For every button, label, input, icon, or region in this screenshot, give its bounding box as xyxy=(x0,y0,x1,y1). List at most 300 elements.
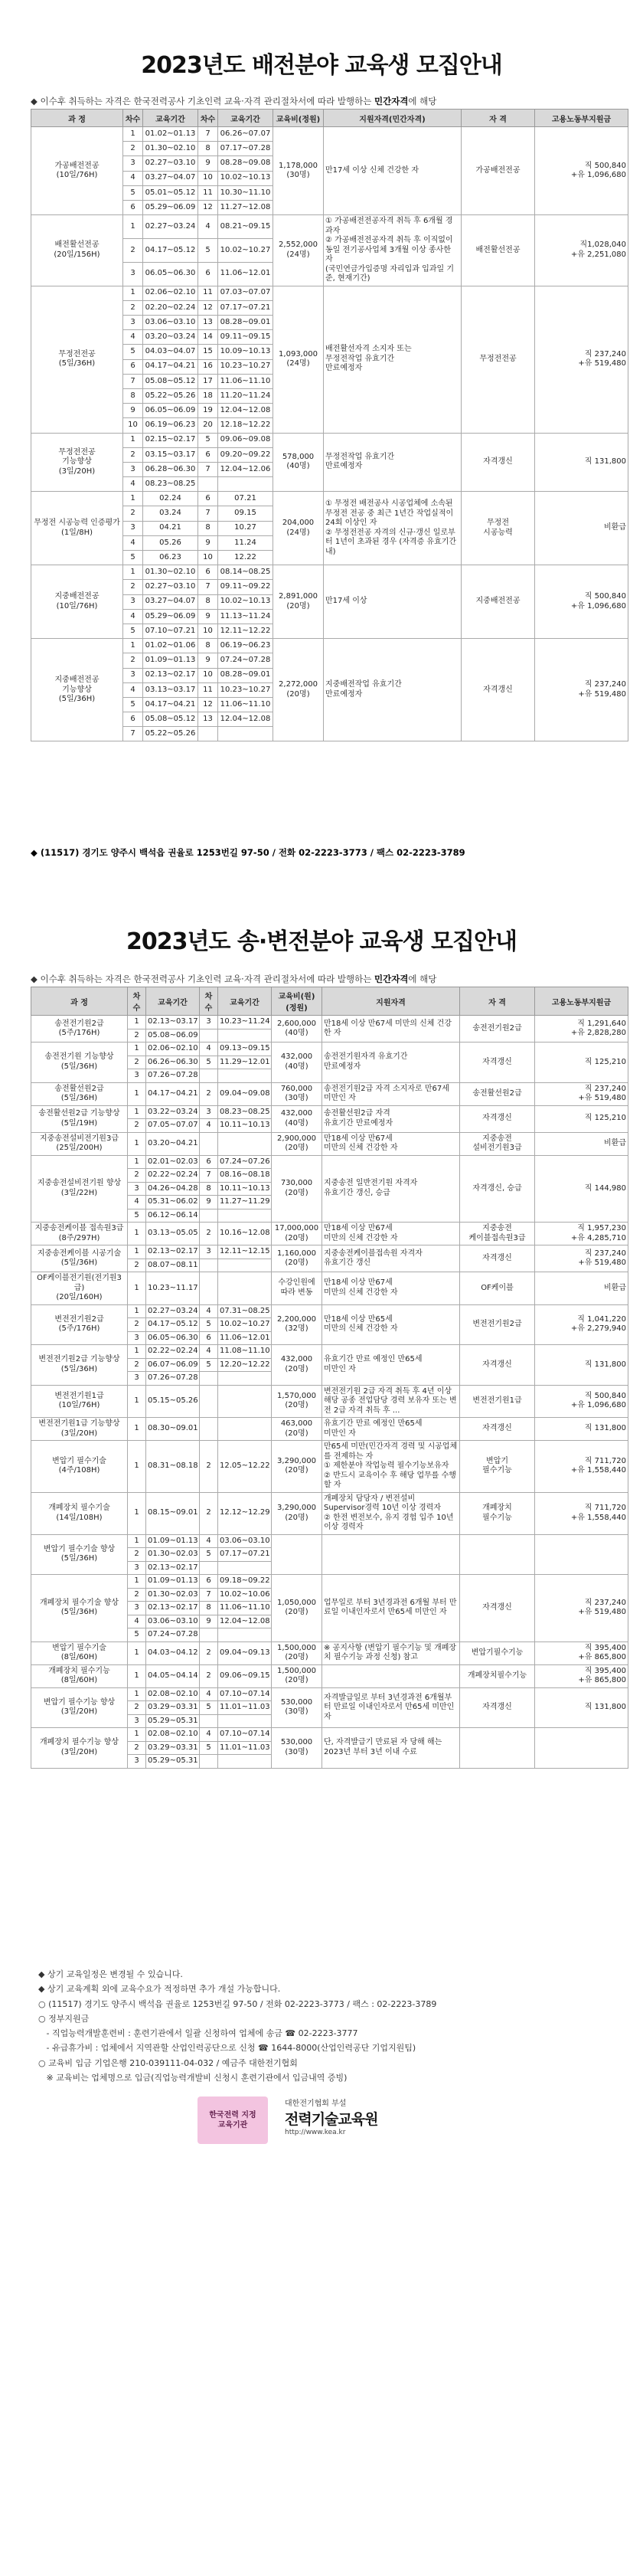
session-no: 2 xyxy=(123,580,143,594)
session-period xyxy=(218,1628,272,1642)
session-period: 06.12~06.14 xyxy=(146,1209,200,1223)
column-header: 차수 xyxy=(128,987,146,1016)
column-header: 과 정 xyxy=(31,987,128,1016)
course-certificate: 송전활선원2급 xyxy=(460,1082,535,1105)
session-period: 03.27~04.07 xyxy=(143,171,198,185)
session-period xyxy=(218,1132,272,1155)
course-name: 변전전기원2급 기능향상 (5일/36H) xyxy=(31,1345,128,1386)
session-period: 06.05~06.30 xyxy=(143,262,198,286)
session-period: 02.06~02.10 xyxy=(146,1043,200,1056)
course-name: 송전활선원2급 (5일/36H) xyxy=(31,1082,128,1105)
session-no xyxy=(200,1069,218,1083)
table-row xyxy=(31,1642,628,1664)
session-period: 11.29~12.01 xyxy=(218,1056,272,1069)
course-subsidy: 직 237,240 +유 519,480 xyxy=(535,1575,628,1642)
session-no: 7 xyxy=(200,1169,218,1183)
session-period: 04.05~04.14 xyxy=(146,1664,200,1687)
course-qualification: ※ 공지사항 (변압기 필수기능 및 개폐장치 필수기능 과정 신청) 참고 xyxy=(322,1642,460,1664)
column-header: 차수 xyxy=(200,987,218,1016)
organization-block xyxy=(285,2096,453,2136)
session-period xyxy=(218,1755,272,1769)
table-row xyxy=(31,433,628,447)
course-fee: 204,000 (24명) xyxy=(273,492,324,565)
course-qualification: 배전활선자격 소지자 또는 무정전작업 유효기간 만료예정자 xyxy=(324,286,462,433)
course-qualification: 송전전기원2급 자격 소지자로 만67세 미만인 자 xyxy=(322,1082,460,1105)
session-period: 12.18~12.22 xyxy=(218,418,273,433)
table-row xyxy=(31,127,628,142)
course-certificate: 자격갱신 xyxy=(460,1418,535,1441)
session-no xyxy=(200,1132,218,1155)
session-no xyxy=(200,1755,218,1769)
session-no: 6 xyxy=(123,200,143,214)
footer-line: - 직업능력개발훈련비 : 훈련기관에서 일괄 신청하여 업체에 송금 ☎ 02-2223-3777 xyxy=(38,2028,358,2038)
course-certificate: 지중송전 설비전기원3급 xyxy=(460,1132,535,1155)
course-fee: 432,000 (20명) xyxy=(272,1345,322,1386)
table-row xyxy=(31,1155,628,1169)
course-name: 무정전전공 기능향상 (3일/20H) xyxy=(31,433,123,492)
session-period: 02.06~02.10 xyxy=(143,286,198,300)
session-no: 1 xyxy=(128,1687,146,1701)
column-header: 자 격 xyxy=(460,987,535,1016)
doc1-notice-bold: 민간자격 xyxy=(374,96,409,106)
session-no xyxy=(200,1418,218,1441)
session-no: 8 xyxy=(198,142,218,156)
session-no: 9 xyxy=(198,653,218,668)
session-period: 03.27~04.07 xyxy=(143,594,198,609)
session-period: 03.29~03.31 xyxy=(146,1701,200,1715)
session-period: 07.24~07.26 xyxy=(218,1155,272,1169)
session-no: 6 xyxy=(123,712,143,727)
session-no: 4 xyxy=(123,330,143,345)
course-certificate: 변압기 필수기능 xyxy=(460,1441,535,1493)
session-no: 1 xyxy=(128,1043,146,1056)
session-no: 2 xyxy=(128,1169,146,1183)
course-name: 무정전 시공능력 인증평가 (1일/8H) xyxy=(31,492,123,565)
column-header: 고용노동부지원금 xyxy=(535,987,628,1016)
course-subsidy: 직 395,400 +유 865,800 xyxy=(535,1642,628,1664)
session-no: 9 xyxy=(198,535,218,550)
session-period: 03.15~03.17 xyxy=(143,447,198,462)
session-no: 3 xyxy=(128,1372,146,1386)
org-name: 전력기술교육원 xyxy=(285,2111,378,2128)
session-no xyxy=(198,477,218,492)
table-row xyxy=(31,215,628,239)
session-period: 08.16~08.18 xyxy=(218,1169,272,1183)
session-period: 07.17~07.21 xyxy=(218,1548,272,1562)
session-period: 02.13~03.17 xyxy=(146,1016,200,1029)
session-period: 04.21 xyxy=(143,521,198,535)
session-no: 2 xyxy=(128,1741,146,1755)
course-certificate: OF케이블 xyxy=(460,1272,535,1305)
session-no: 7 xyxy=(198,580,218,594)
session-no: 2 xyxy=(123,238,143,262)
session-no: 5 xyxy=(200,1701,218,1715)
session-no: 2 xyxy=(123,447,143,462)
course-certificate: 자격갱신 xyxy=(460,1687,535,1728)
session-period: 10.09~10.13 xyxy=(218,345,273,359)
session-no: 4 xyxy=(200,1687,218,1701)
course-certificate xyxy=(460,1534,535,1575)
course-certificate: 자격갱신 xyxy=(460,1043,535,1083)
course-name: 개폐장치 필수기술 (14일/108H) xyxy=(31,1492,128,1534)
course-subsidy: 비환급 xyxy=(535,1272,628,1305)
session-period: 09.06~09.08 xyxy=(218,433,273,447)
session-period: 02.24 xyxy=(143,492,198,506)
session-no: 13 xyxy=(198,316,218,330)
session-period: 09.06~09.15 xyxy=(218,1664,272,1687)
course-subsidy: 직 144,980 xyxy=(535,1155,628,1223)
session-period: 11.01~11.03 xyxy=(218,1741,272,1755)
session-no: 3 xyxy=(128,1331,146,1345)
session-period: 08.28~09.01 xyxy=(218,316,273,330)
session-period: 10.23~11.24 xyxy=(218,1016,272,1029)
session-no: 6 xyxy=(198,565,218,580)
doc2-schedule-table xyxy=(31,987,628,1769)
course-name: 지중송전케이블 시공기술 (5일/36H) xyxy=(31,1245,128,1272)
session-no: 6 xyxy=(200,1331,218,1345)
session-no: 11 xyxy=(198,185,218,200)
course-subsidy: 직 1,041,220 +유 2,279,940 xyxy=(535,1304,628,1345)
session-period: 10.02~10.13 xyxy=(218,171,273,185)
session-no: 4 xyxy=(200,1534,218,1548)
session-period: 10.02~10.27 xyxy=(218,1318,272,1332)
session-period: 08.21~09.15 xyxy=(218,215,273,239)
session-period: 01.09~01.13 xyxy=(146,1575,200,1589)
session-period: 02.22~02.24 xyxy=(146,1345,200,1359)
session-no: 6 xyxy=(200,1575,218,1589)
session-period: 08.14~08.25 xyxy=(218,565,273,580)
session-period: 06.28~06.30 xyxy=(143,462,198,476)
session-no xyxy=(200,1272,218,1305)
session-no: 1 xyxy=(128,1223,146,1245)
session-no: 8 xyxy=(200,1182,218,1196)
session-period: 09.04~09.13 xyxy=(218,1642,272,1664)
session-period: 02.15~02.17 xyxy=(143,433,198,447)
session-period: 01.09~01.13 xyxy=(146,1534,200,1548)
session-no: 2 xyxy=(200,1082,218,1105)
course-name: 개폐장치 필수기능 (8일/60H) xyxy=(31,1664,128,1687)
table-row xyxy=(31,492,628,506)
session-no xyxy=(200,1561,218,1575)
session-no: 6 xyxy=(200,1155,218,1169)
session-no: 1 xyxy=(128,1272,146,1305)
session-period: 10.16~12.08 xyxy=(218,1223,272,1245)
session-period: 08.15~09.01 xyxy=(146,1492,200,1534)
session-no: 1 xyxy=(128,1534,146,1548)
session-period: 05.08~05.12 xyxy=(143,374,198,388)
session-no: 19 xyxy=(198,404,218,418)
course-fee: 2,900,000 (20명) xyxy=(272,1132,322,1155)
course-qualification: 지중배전작업 유효기간 만료예정자 xyxy=(324,639,462,741)
session-period: 07.10~07.21 xyxy=(143,624,198,638)
course-subsidy: 직 500,840 +유 1,096,680 xyxy=(535,565,628,639)
course-qualification: ① 무정전 배전공사 시공업체에 소속된 무정전 전공 중 최근 1년간 작업실적이 24회 이상인 자 ② 무정전전공 자격의 신규·갱신 일로부터 1년이 초과된 경우 (자격증 유효기간 내) xyxy=(324,492,462,565)
column-header: 고용노동부지원금 xyxy=(535,110,628,127)
table-row xyxy=(31,1082,628,1105)
session-no: 2 xyxy=(128,1318,146,1332)
session-period: 07.10~07.14 xyxy=(218,1728,272,1742)
session-no xyxy=(200,1209,218,1223)
course-name: 지중배전전공 (10일/76H) xyxy=(31,565,123,639)
session-period: 04.03~04.07 xyxy=(143,345,198,359)
session-period: 11.13~11.24 xyxy=(218,609,273,624)
session-no xyxy=(200,1714,218,1728)
table-row xyxy=(31,1534,628,1548)
session-no: 4 xyxy=(128,1615,146,1628)
session-no: 3 xyxy=(123,156,143,171)
course-fee: 1,500,000 (20명) xyxy=(272,1664,322,1687)
table-row xyxy=(31,1223,628,1245)
session-no: 2 xyxy=(128,1358,146,1372)
session-period: 03.13~03.17 xyxy=(143,682,198,697)
session-period: 12.04~12.08 xyxy=(218,1615,272,1628)
session-no: 1 xyxy=(128,1155,146,1169)
session-no: 8 xyxy=(200,1602,218,1615)
course-name: 지중배전전공 기능향상 (5일/36H) xyxy=(31,639,123,741)
doc1-notice-prefix: ◆ 이수후 취득하는 자격은 한국전력공사 기초인력 교육·자격 관리절차서에 따라 발행하는 xyxy=(31,96,374,106)
session-period: 02.13~02.17 xyxy=(146,1602,200,1615)
session-period: 11.06~11.10 xyxy=(218,1602,272,1615)
table-row xyxy=(31,1245,628,1259)
session-period: 10.11~10.13 xyxy=(218,1182,272,1196)
session-period: 02.01~02.03 xyxy=(146,1155,200,1169)
session-period: 03.06~03.10 xyxy=(218,1534,272,1548)
session-no: 5 xyxy=(200,1548,218,1562)
session-no: 11 xyxy=(198,286,218,300)
session-no: 5 xyxy=(200,1358,218,1372)
session-period: 09.11~09.15 xyxy=(218,330,273,345)
doc2-notice-prefix: ◆ 이수후 취득하는 자격은 한국전력공사 기초인력 교육·자격 관리절차서에 따라 발행하는 xyxy=(31,974,374,984)
doc2-notice xyxy=(31,973,628,985)
course-name: 변압기 필수기술 (4주/108H) xyxy=(31,1441,128,1493)
session-period: 02.27~03.10 xyxy=(143,156,198,171)
course-name: 지중송전케이블 접속원3급 (8주/297H) xyxy=(31,1223,128,1245)
session-period xyxy=(218,1714,272,1728)
session-no: 13 xyxy=(198,712,218,727)
session-no: 5 xyxy=(128,1209,146,1223)
course-certificate: 무정전전공 xyxy=(462,286,535,433)
session-no: 2 xyxy=(128,1548,146,1562)
session-period: 02.20~02.24 xyxy=(143,300,198,315)
course-fee: 1,570,000 (20명) xyxy=(272,1385,322,1418)
course-qualification: 유효기간 만료 예정인 만65세 미만인 자 xyxy=(322,1418,460,1441)
session-period: 12.11~12.15 xyxy=(218,1245,272,1259)
session-no: 1 xyxy=(128,1016,146,1029)
session-no: 3 xyxy=(128,1755,146,1769)
session-no: 9 xyxy=(200,1615,218,1628)
session-period: 11.06~12.01 xyxy=(218,262,273,286)
course-name: 변전전기원1급 (10일/76H) xyxy=(31,1385,128,1418)
session-no: 6 xyxy=(123,359,143,374)
column-header: 차수 xyxy=(198,110,218,127)
session-period: 10.23~11.17 xyxy=(146,1272,200,1305)
session-no: 4 xyxy=(200,1119,218,1133)
session-no: 5 xyxy=(123,551,143,565)
session-no: 1 xyxy=(123,492,143,506)
course-qualification: ① 가공배전전공자격 취득 후 6개월 경과자 ② 가공배전전공자격 취득 후 이직없이 동일 전기공사업체 3개월 이상 종사한 자 (국민연금가입증명 자리입과 입과일 기준, 현재기간) xyxy=(324,215,462,286)
course-name: 송전활선원2급 기능향상 (5일/19H) xyxy=(31,1105,128,1132)
course-qualification: 유효기간 만료 예정인 만65세 미만인 자 xyxy=(322,1345,460,1386)
session-no: 8 xyxy=(198,521,218,535)
session-period: 05.08~05.12 xyxy=(143,712,198,727)
course-certificate: 개폐장치필수기능 xyxy=(460,1664,535,1687)
session-no: 5 xyxy=(198,433,218,447)
session-no: 2 xyxy=(200,1642,218,1664)
session-no: 4 xyxy=(123,682,143,697)
session-period xyxy=(218,1259,272,1272)
session-period: 03.24 xyxy=(143,506,198,521)
session-no: 1 xyxy=(123,286,143,300)
session-no: 20 xyxy=(198,418,218,433)
course-subsidy: 직 711,720 +유 1,558,440 xyxy=(535,1492,628,1534)
session-period: 09.13~09.15 xyxy=(218,1043,272,1056)
session-no: 9 xyxy=(198,156,218,171)
session-period: 03.29~03.31 xyxy=(146,1741,200,1755)
session-period: 01.09~01.13 xyxy=(143,653,198,668)
session-no: 4 xyxy=(200,1043,218,1056)
session-no: 5 xyxy=(200,1741,218,1755)
session-no: 4 xyxy=(123,609,143,624)
session-period: 10.11~10.13 xyxy=(218,1119,272,1133)
course-certificate: 송전전기원2급 xyxy=(460,1016,535,1043)
session-no: 3 xyxy=(128,1069,146,1083)
course-certificate: 자격갱신 xyxy=(462,433,535,492)
session-no: 3 xyxy=(128,1561,146,1575)
course-fee: 1,178,000 (30명) xyxy=(273,127,324,215)
session-period: 01.30~02.03 xyxy=(146,1548,200,1562)
course-subsidy: 비환급 xyxy=(535,1132,628,1155)
session-period xyxy=(218,1029,272,1043)
session-no: 2 xyxy=(200,1223,218,1245)
course-subsidy: 직 1,957,230 +유 4,285,710 xyxy=(535,1223,628,1245)
session-no: 2 xyxy=(128,1056,146,1069)
footer-line: ※ 교육비는 업체명으로 입금(직업능력개발비 신청시 훈련기관에서 입금내역 증빙) xyxy=(38,2072,348,2083)
session-no: 14 xyxy=(198,330,218,345)
session-no: 1 xyxy=(123,433,143,447)
course-fee: 3,290,000 (20명) xyxy=(272,1492,322,1534)
course-qualification: 개폐장치 담당자 / 변전설비 Supervisor경력 10년 이상 경력자 ② 한전 변전보수, 유지 경험 입주 10년 이상 경력자 xyxy=(322,1492,460,1534)
session-no: 16 xyxy=(198,359,218,374)
table-row xyxy=(31,1043,628,1056)
course-subsidy: 비환급 xyxy=(535,492,628,565)
course-subsidy xyxy=(535,1534,628,1575)
session-no: 1 xyxy=(128,1492,146,1534)
column-header: 교육비(원) (정원) xyxy=(272,987,322,1016)
session-no: 3 xyxy=(128,1182,146,1196)
session-no: 2 xyxy=(128,1588,146,1602)
course-name: 지중송전설비전기원3급 (25일/200H) xyxy=(31,1132,128,1155)
session-no: 17 xyxy=(198,374,218,388)
session-period: 08.31~08.18 xyxy=(146,1441,200,1493)
course-name: 변전전기원2급 (5주/176H) xyxy=(31,1304,128,1345)
table-row xyxy=(31,1687,628,1701)
session-period: 04.26~04.28 xyxy=(146,1182,200,1196)
session-no: 3 xyxy=(123,316,143,330)
course-fee: 2,552,000 (24명) xyxy=(273,215,324,286)
table-row xyxy=(31,565,628,580)
course-fee: 1,093,000 (24명) xyxy=(273,286,324,433)
table-row xyxy=(31,1418,628,1441)
session-period: 01.30~02.10 xyxy=(143,142,198,156)
footer-line: ○ 교육비 입금 기업은행 210-039111-04-032 / 예금주 대한전기협회 xyxy=(38,2057,298,2068)
session-no: 1 xyxy=(128,1642,146,1664)
doc2-title: 2023년도 송·변전분야 교육생 모집안내 xyxy=(126,928,517,955)
session-no: 5 xyxy=(123,345,143,359)
session-no xyxy=(200,1372,218,1386)
session-no: 1 xyxy=(128,1728,146,1742)
session-no: 2 xyxy=(128,1119,146,1133)
column-header: 차수 xyxy=(123,110,143,127)
session-period: 08.23~08.25 xyxy=(143,477,198,492)
course-qualification: 변전전기원 2급 자격 취득 후 4년 이상 해당 공종 전업담당 경력 보유자 또는 변전 2급 자격 취득 후 ... xyxy=(322,1385,460,1418)
course-qualification: 만18세 이상 만65세 미만의 신체 건강한 자 xyxy=(322,1304,460,1345)
course-subsidy: 직 711,720 +유 1,558,440 xyxy=(535,1441,628,1493)
column-header: 지원자격 xyxy=(322,987,460,1016)
column-header: 교육기간 xyxy=(146,987,200,1016)
session-no: 2 xyxy=(128,1701,146,1715)
session-no xyxy=(200,1029,218,1043)
session-period: 06.05~06.30 xyxy=(146,1331,200,1345)
session-no: 2 xyxy=(200,1664,218,1687)
table-row xyxy=(31,1385,628,1418)
session-period: 10.02~10.06 xyxy=(218,1588,272,1602)
course-subsidy: 직 131,800 xyxy=(535,1345,628,1386)
session-no: 3 xyxy=(123,262,143,286)
session-period: 03.20~03.24 xyxy=(143,330,198,345)
session-no: 3 xyxy=(200,1105,218,1119)
session-no: 6 xyxy=(198,447,218,462)
session-no: 4 xyxy=(123,477,143,492)
session-no: 5 xyxy=(200,1318,218,1332)
course-qualification: 만18세 이상 만67세 미만의 신체 건강한 자 xyxy=(322,1272,460,1305)
session-period: 12.11~12.22 xyxy=(218,624,273,638)
course-certificate: 자격갱신 xyxy=(460,1105,535,1132)
course-fee: 17,000,000 (20명) xyxy=(272,1223,322,1245)
doc1-notice-suffix: 에 해당 xyxy=(408,96,437,106)
session-no: 15 xyxy=(198,345,218,359)
session-no: 7 xyxy=(123,727,143,741)
session-period: 03.20~04.21 xyxy=(146,1132,200,1155)
session-no: 1 xyxy=(123,215,143,239)
table-row xyxy=(31,1272,628,1305)
session-no: 1 xyxy=(123,639,143,653)
table-row xyxy=(31,1304,628,1318)
session-no: 2 xyxy=(128,1259,146,1272)
session-no: 18 xyxy=(198,388,218,403)
org-url: http://www.kea.kr xyxy=(285,2129,346,2136)
course-qualification: 만17세 이상 xyxy=(324,565,462,639)
course-fee: 1,500,000 (20명) xyxy=(272,1642,322,1664)
session-no xyxy=(200,1628,218,1642)
footer-line: - 유급휴가비 : 업체에서 지역관할 산업인력공단으로 신청 ☎ 1644-8000(산업인력공단 기업지원팀) xyxy=(38,2043,416,2054)
course-certificate: 지중송전 케이블접속원3급 xyxy=(460,1223,535,1245)
session-no: 4 xyxy=(123,171,143,185)
course-name: 배전활선전공 (20일/156H) xyxy=(31,215,123,286)
session-no: 7 xyxy=(198,462,218,476)
session-period: 05.29~05.31 xyxy=(146,1714,200,1728)
course-qualification: 업무일로 부터 3년경과전 6개월 부터 만료일 이내인자로서 만65세 미만인 자 xyxy=(322,1575,460,1642)
course-certificate: 자격갱신 xyxy=(460,1345,535,1386)
column-header: 자 격 xyxy=(462,110,535,127)
session-no: 1 xyxy=(128,1245,146,1259)
session-period xyxy=(218,1385,272,1418)
session-no: 3 xyxy=(123,462,143,476)
session-no xyxy=(200,1259,218,1272)
session-no: 11 xyxy=(198,682,218,697)
session-period: 10.23~10.27 xyxy=(218,359,273,374)
course-subsidy: 직 125,210 xyxy=(535,1105,628,1132)
course-name: 송전전기원 기능향상 (5일/36H) xyxy=(31,1043,128,1083)
